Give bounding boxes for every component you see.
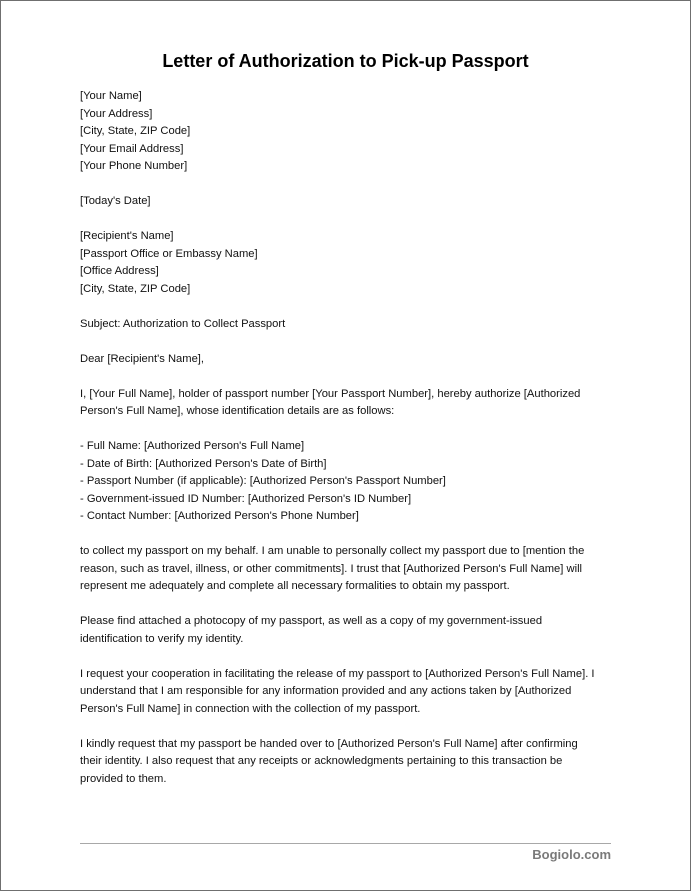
detail-contact-number: - Contact Number: [Authorized Person's Phone Number] <box>80 510 359 522</box>
cooperation-paragraph <box>80 666 620 719</box>
salutation-block <box>80 351 620 369</box>
paragraph-line: understand that I am responsible for any information provided and any actions taken by [Authorized <box>80 685 572 697</box>
document-title: Letter of Authorization to Pick-up Passport <box>162 51 529 71</box>
footer-brand: Bogiolo.com <box>532 847 611 862</box>
date-line: [Today's Date] <box>80 195 151 207</box>
sender-phone: [Your Phone Number] <box>80 160 188 172</box>
paragraph-line: provided to them. <box>80 772 167 785</box>
salutation: Dear [Recipient's Name], <box>80 352 205 365</box>
recipient-city-line: [City, State, ZIP Code] <box>80 282 191 295</box>
paragraph-line: reason, such as travel, illness, or other commitments]. I trust that [Authorized Person's Full Name] will <box>80 562 583 575</box>
detail-passport-number: - Passport Number (if applicable): [Authorized Person's Passport Number] <box>80 475 446 487</box>
sender-email: [Your Email Address] <box>80 142 184 155</box>
detail-date-of-birth: - Date of Birth: [Authorized Person's Date of Birth] <box>80 457 327 470</box>
sender-name: [Your Name] <box>80 90 142 102</box>
recipient-name: [Recipient's Name] <box>80 230 174 242</box>
subject-line: Subject: Authorization to Collect Passport <box>80 317 286 330</box>
recipient-address <box>80 228 620 298</box>
sender-city-line: [City, State, ZIP Code] <box>80 125 191 137</box>
paragraph-line: I request your cooperation in facilitating the release of my passport to [Authorized Person's Full Name]. I <box>80 667 595 680</box>
paragraph-line: I kindly request that my passport be handed over to [Authorized Person's Full Name] after confirming <box>80 737 578 750</box>
detail-id-number: - Government-issued ID Number: [Authorized Person's ID Number] <box>80 492 412 505</box>
paragraph-line: I, [Your Full Name], holder of passport number [Your Passport Number], hereby authorize [Authorized <box>80 387 581 400</box>
detail-full-name: - Full Name: [Authorized Person's Full Name] <box>80 440 305 452</box>
paragraph-line: Please find attached a photocopy of my passport, as well as a copy of my government-issued <box>80 615 543 627</box>
recipient-office-address: [Office Address] <box>80 265 159 277</box>
sender-address <box>80 88 620 176</box>
authorized-person-details <box>80 438 620 526</box>
paragraph-line: Person's Full Name] in connection with the collection of my passport. <box>80 702 421 715</box>
intro-paragraph <box>80 386 620 421</box>
reason-paragraph <box>80 543 620 596</box>
subject-block <box>80 316 620 334</box>
paragraph-line: represent me adequately and complete all necessary formalities to obtain my passport. <box>80 580 510 592</box>
paragraph-line: Person's Full Name], whose identification details are as follows: <box>80 405 395 417</box>
letter-body <box>80 88 620 806</box>
handover-paragraph <box>80 736 620 789</box>
paragraph-line: identification to verify my identity. <box>80 632 244 645</box>
paragraph-line: their identity. I also request that any receipts or acknowledgments pertaining to this transaction be <box>80 755 563 767</box>
footer-divider <box>80 843 611 844</box>
letter-date <box>80 193 620 211</box>
attachments-paragraph <box>80 613 620 648</box>
paragraph-line: to collect my passport on my behalf. I am unable to personally collect my passport due to [mention the <box>80 545 585 557</box>
sender-address-line: [Your Address] <box>80 107 153 120</box>
recipient-office: [Passport Office or Embassy Name] <box>80 247 258 260</box>
